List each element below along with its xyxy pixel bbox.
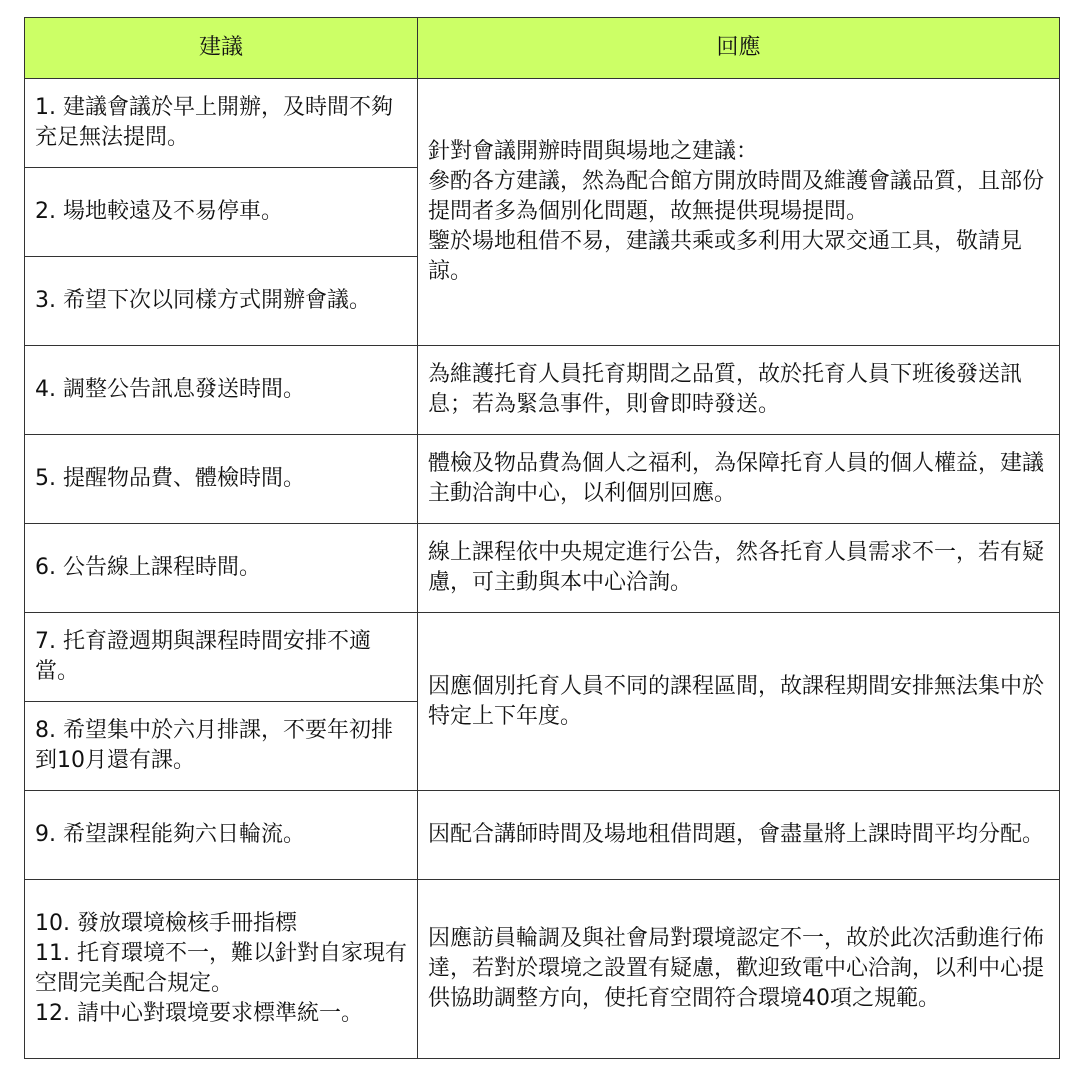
header-suggestion: 建議: [25, 18, 418, 79]
suggestion-cell: 6. 公告線上課程時間。: [25, 524, 418, 613]
suggestion-cell: 7. 托育證週期與課程時間安排不適當。: [25, 613, 418, 702]
suggestion-cell: 5. 提醒物品費、體檢時間。: [25, 435, 418, 524]
table-row: [25, 524, 1060, 613]
suggestion-cell: 3. 希望下次以同樣方式開辦會議。: [25, 257, 418, 346]
suggestion-cell: 2. 場地較遠及不易停車。: [25, 168, 418, 257]
header-row: [25, 18, 1060, 79]
response-cell: 線上課程依中央規定進行公告，然各托育人員需求不一，若有疑慮，可主動與本中心洽詢。: [418, 524, 1060, 613]
response-cell: 體檢及物品費為個人之福利，為保障托育人員的個人權益，建議主動洽詢中心，以利個別回應。: [418, 435, 1060, 524]
response-line: 參酌各方建議，然為配合館方開放時間及維護會議品質，且部份提問者多為個別化問題，故無提供現場提問。: [428, 169, 1045, 224]
suggestion-cell: 4. 調整公告訊息發送時間。: [25, 346, 418, 435]
response-cell: [418, 79, 1060, 346]
table-row: [25, 791, 1060, 880]
table-row: [25, 880, 1060, 1059]
suggestion-cell: 9. 希望課程能夠六日輪流。: [25, 791, 418, 880]
header-response: 回應: [418, 18, 1060, 79]
suggestion-line: 11. 托育環境不一，難以針對自家現有空間完美配合規定。: [35, 941, 407, 996]
response-line: 針對會議開辦時間與場地之建議：: [428, 139, 759, 164]
suggestion-cell: 1. 建議會議於早上開辦，及時間不夠充足無法提問。: [25, 79, 418, 168]
response-line: 鑒於場地租借不易，建議共乘或多利用大眾交通工具，敬請見諒。: [428, 229, 1023, 284]
suggestion-cell: 8. 希望集中於六月排課，不要年初排到10月還有課。: [25, 702, 418, 791]
table-row: [25, 613, 1060, 702]
response-cell: 因應訪員輪調及與社會局對環境認定不一，故於此次活動進行佈達，若對於環境之設置有疑慮，歡迎致電中心洽詢，以利中心提供協助調整方向，使托育空間符合環境40項之規範。: [418, 880, 1060, 1059]
suggestion-line: 10. 發放環境檢核手冊指標: [35, 911, 297, 936]
suggestion-cell: [25, 880, 418, 1059]
table-row: [25, 435, 1060, 524]
response-cell: 因應個別托育人員不同的課程區間，故課程期間安排無法集中於特定上下年度。: [418, 613, 1060, 791]
suggestion-line: 12. 請中心對環境要求標準統一。: [35, 1001, 363, 1026]
response-cell: 為維護托育人員托育期間之品質，故於托育人員下班後發送訊息；若為緊急事件，則會即時發送。: [418, 346, 1060, 435]
table-row: [25, 346, 1060, 435]
suggestion-response-table: [24, 17, 1060, 1059]
response-cell: 因配合講師時間及場地租借問題，會盡量將上課時間平均分配。: [418, 791, 1060, 880]
table-row: [25, 79, 1060, 168]
